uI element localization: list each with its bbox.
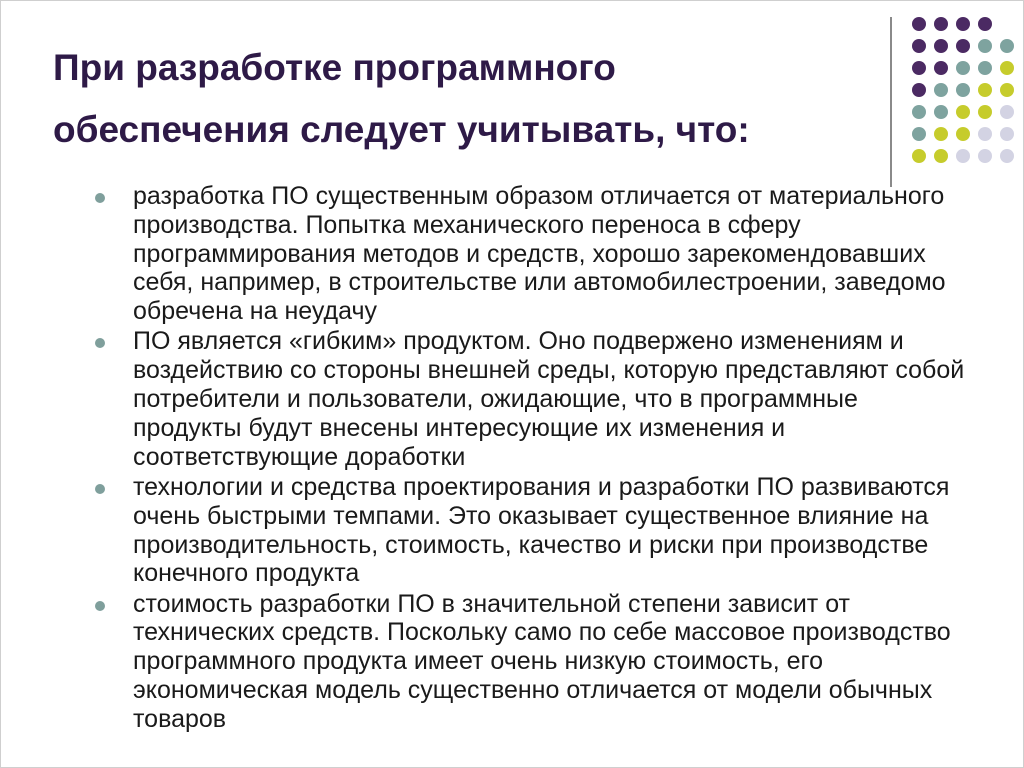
decorative-dot — [956, 127, 970, 141]
decorative-dot — [934, 61, 948, 75]
decorative-dot — [912, 61, 926, 75]
decorative-dot — [956, 17, 970, 31]
decorative-dot — [912, 105, 926, 119]
decorative-dot — [978, 17, 992, 31]
decorative-dot — [934, 127, 948, 141]
bullet-item — [93, 590, 973, 734]
decorative-dot — [956, 61, 970, 75]
decorative-dot — [1000, 149, 1014, 163]
bullet-dot-icon — [95, 193, 105, 203]
title-divider — [890, 17, 892, 187]
bullet-text: ПО является «гибким» продуктом. Оно подвержено изменениям и воздействию со стороны внешней среды, которую представляют собой потребители и пользователи, ожидающие, что в программные продукты будут внесены интересующие их изменения и соответствующие доработки — [133, 327, 965, 471]
decorative-dot — [934, 105, 948, 119]
bullet-dot-icon — [95, 484, 105, 494]
decorative-dot — [956, 105, 970, 119]
bullet-text: разработка ПО существенным образом отличается от материального производства. Попытка механического переноса в сферу программирования методов и средств, хорошо зарекомендовавших себя, например, в строительстве или автомобилестроении, заведомо обречена на неудачу — [133, 182, 946, 326]
decorative-dot — [956, 149, 970, 163]
slide-title: При разработке программного обеспечения следует учитывать, что: — [53, 47, 750, 150]
decorative-dot — [934, 83, 948, 97]
decorative-dot — [1000, 105, 1014, 119]
decorative-dot — [1000, 39, 1014, 53]
decorative-dot — [934, 149, 948, 163]
decorative-dot — [1000, 83, 1014, 97]
decorative-dot — [912, 39, 926, 53]
decorative-dot — [978, 61, 992, 75]
bullet-item — [93, 182, 973, 326]
decorative-dot — [912, 83, 926, 97]
bullet-item — [93, 327, 973, 471]
decorative-dot-grid — [912, 17, 1022, 167]
decorative-dot — [934, 17, 948, 31]
bullet-text: технологии и средства проектирования и разработки ПО развиваются очень быстрыми темпами. Это оказывает существенное влияние на производительность, стоимость, качество и риски при производстве конечного продукта — [133, 472, 950, 588]
decorative-dot — [978, 149, 992, 163]
decorative-dot — [912, 17, 926, 31]
decorative-dot — [978, 39, 992, 53]
decorative-dot — [978, 83, 992, 97]
decorative-dot — [1000, 127, 1014, 141]
decorative-dot — [956, 39, 970, 53]
decorative-dot — [912, 149, 926, 163]
bullet-item — [93, 473, 973, 588]
bullet-text: стоимость разработки ПО в значительной степени зависит от технических средств. Поскольку само по себе массовое производство программного продукта имеет очень низкую стоимость, его экономическая модель существенно отличается от модели обычных товаров — [133, 589, 951, 733]
bullet-dot-icon — [95, 338, 105, 348]
decorative-dot — [956, 83, 970, 97]
decorative-dot — [1000, 61, 1014, 75]
decorative-dot — [978, 105, 992, 119]
bullet-dot-icon — [95, 601, 105, 611]
decorative-dot — [912, 127, 926, 141]
decorative-dot — [934, 39, 948, 53]
decorative-dot — [978, 127, 992, 141]
bullet-list — [93, 182, 973, 735]
